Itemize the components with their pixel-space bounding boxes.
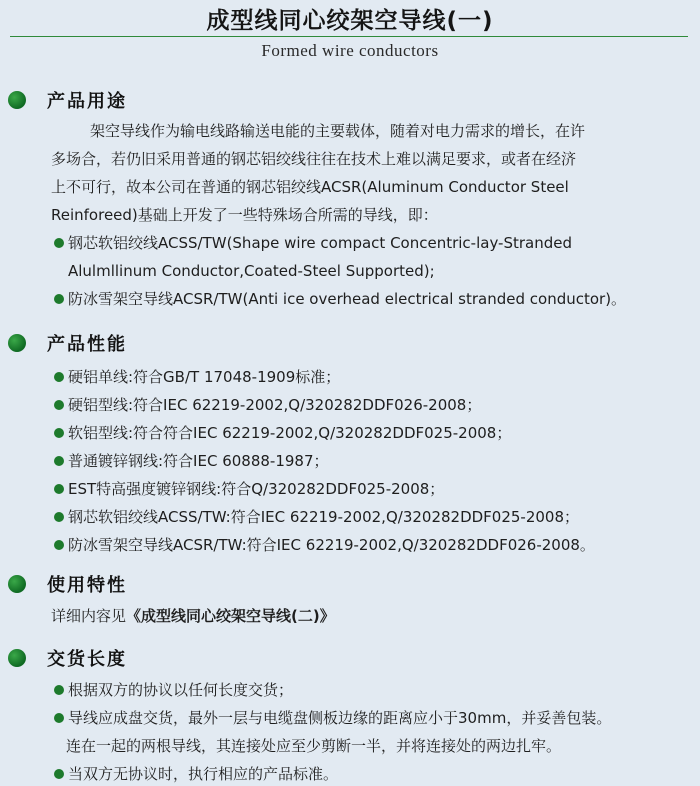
bullet-icon <box>54 238 64 248</box>
bullet-icon <box>54 769 64 779</box>
section-heading-performance: 产品性能 <box>8 330 127 356</box>
page-subtitle: Formed wire conductors <box>261 41 439 60</box>
bullet-icon <box>54 400 64 410</box>
list-item: 导线应成盘交货，最外一层与电缆盘侧板边缘的距离应小于30mm，并妥善包装。 <box>54 708 611 728</box>
list-item: 钢芯软铝绞线ACSS/TW(Shape wire compact Concentric-lay-Stranded <box>54 233 572 253</box>
list-item-continuation: 连在一起的两根导线，其连接处应至少剪断一半，并将连接处的两边扎牢。 <box>66 737 562 755</box>
features-text: 详细内容见《成型线同心绞架空导线(二)》 <box>51 607 335 625</box>
list-item-continuation: Alulmllinum Conductor,Coated-Steel Supported); <box>68 262 435 280</box>
bullet-icon <box>54 294 64 304</box>
bullet-icon <box>54 484 64 494</box>
title-divider <box>10 36 688 37</box>
bullet-icon <box>54 685 64 695</box>
usage-paragraph-line: Reinforeed)基础上开发了一些特殊场合所需的导线，即： <box>51 206 438 224</box>
list-item: 防冰雪架空导线ACSR/TW:符合IEC 62219-2002,Q/320282DDF026-2008。 <box>54 535 595 555</box>
usage-paragraph-line: 架空导线作为输电线路输送电能的主要载体，随着对电力需求的增长，在许 <box>90 122 586 140</box>
bullet-icon <box>54 428 64 438</box>
reference-link-text: 《成型线同心绞架空导线(二)》 <box>126 607 335 625</box>
section-heading-usage: 产品用途 <box>8 87 127 113</box>
bullet-icon <box>54 512 64 522</box>
list-item: 根据双方的协议以任何长度交货； <box>54 680 293 700</box>
list-item: 防冰雪架空导线ACSR/TW(Anti ice overhead electrical stranded conductor)。 <box>54 289 626 309</box>
green-dot-icon <box>8 334 26 352</box>
bullet-icon <box>54 540 64 550</box>
usage-paragraph-line: 多场合，若仍旧采用普通的钢芯铝绞线往往在技术上难以满足要求，或者在经济 <box>51 150 577 168</box>
list-item: 软铝型线:符合符合IEC 62219-2002,Q/320282DDF025-2008； <box>54 423 511 443</box>
list-item: 普通镀锌钢线:符合IEC 60888-1987； <box>54 451 329 471</box>
usage-paragraph-line: 上不可行，故本公司在普通的钢芯铝绞线ACSR(Aluminum Conductor Steel <box>51 178 569 196</box>
list-item: EST特高强度镀锌钢线:符合Q/320282DDF025-2008； <box>54 479 444 499</box>
list-item: 当双方无协议时，执行相应的产品标准。 <box>54 764 338 784</box>
section-heading-features: 使用特性 <box>8 571 127 597</box>
bullet-icon <box>54 456 64 466</box>
bullet-icon <box>54 713 64 723</box>
page-title: 成型线同心绞架空导线(一) <box>206 8 494 34</box>
list-item: 硬铝单线:符合GB/T 17048-1909标准； <box>54 367 340 387</box>
green-dot-icon <box>8 91 26 109</box>
green-dot-icon <box>8 649 26 667</box>
list-item: 钢芯软铝绞线ACSS/TW:符合IEC 62219-2002,Q/320282DDF025-2008； <box>54 507 579 527</box>
green-dot-icon <box>8 575 26 593</box>
bullet-icon <box>54 372 64 382</box>
list-item: 硬铝型线:符合IEC 62219-2002,Q/320282DDF026-2008； <box>54 395 481 415</box>
section-heading-delivery: 交货长度 <box>8 645 127 671</box>
